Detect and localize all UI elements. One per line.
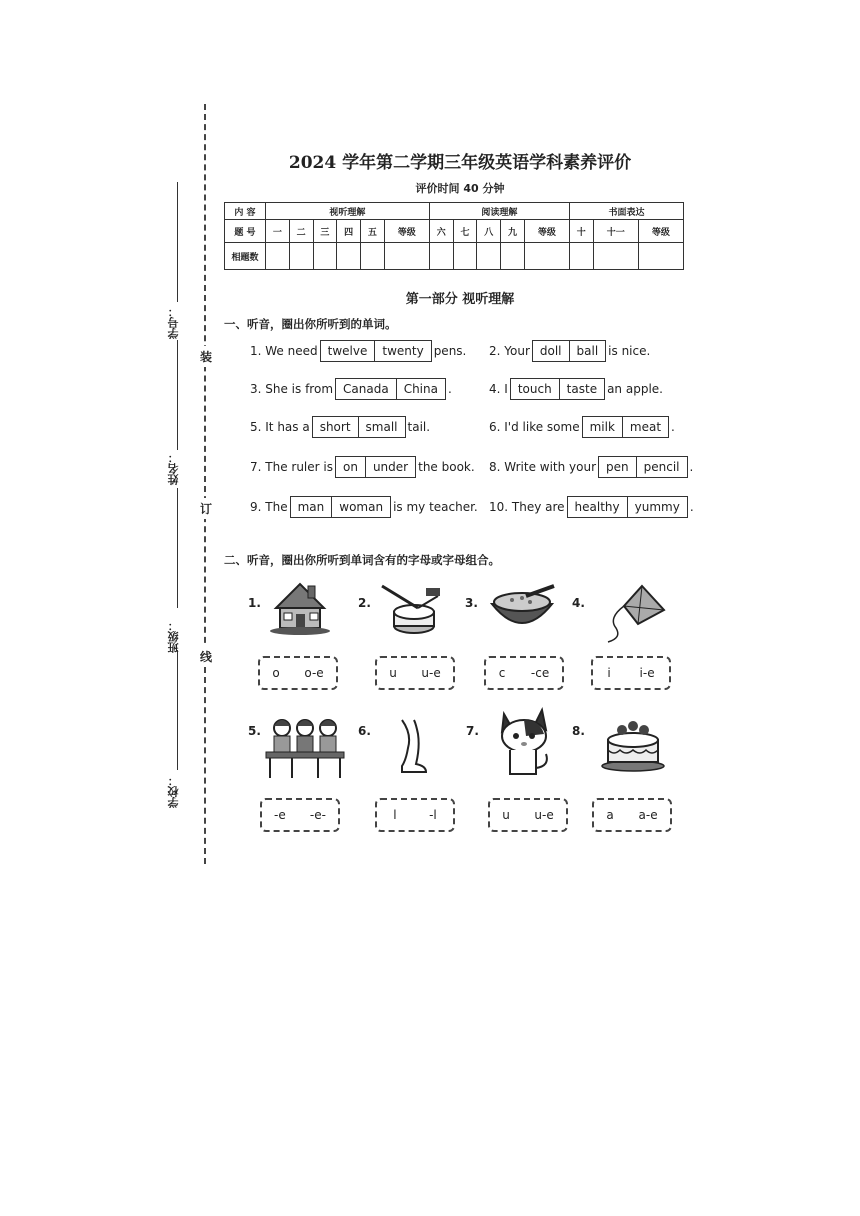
question-text: 5. It has a — [250, 420, 310, 434]
question-number: 六 — [429, 220, 453, 243]
choice-option[interactable]: u — [389, 666, 397, 680]
choice-box — [375, 798, 455, 832]
options-box — [598, 456, 687, 478]
score-cell[interactable] — [477, 243, 501, 270]
question-10 — [489, 496, 694, 518]
option-word[interactable]: taste — [559, 379, 604, 399]
choice-box — [258, 656, 338, 690]
options-box — [320, 340, 432, 362]
section-two-heading: 二、听音，圈出你所听到单词含有的字母或字母组合。 — [224, 553, 500, 567]
option-word[interactable]: twelve — [327, 344, 368, 358]
student-number-label: 学号： — [167, 306, 180, 339]
option-word[interactable]: pencil — [636, 457, 687, 477]
options-box — [510, 378, 605, 400]
choice-option[interactable]: i — [607, 666, 611, 680]
choice-box — [592, 798, 672, 832]
binding-char-xian: 线 — [200, 646, 212, 667]
option-word[interactable]: short — [319, 420, 351, 434]
score-table-row-content — [225, 203, 684, 220]
question-text-end: an apple. — [607, 382, 663, 396]
choice-option[interactable]: l — [393, 808, 397, 822]
options-box — [312, 416, 406, 438]
option-word[interactable]: ball — [569, 341, 606, 361]
score-cell[interactable] — [289, 243, 313, 270]
item-number: 1. — [248, 596, 261, 610]
option-word[interactable]: woman — [331, 497, 390, 517]
choice-option[interactable]: -ce — [530, 666, 550, 680]
choice-option[interactable]: a-e — [638, 808, 658, 822]
question-number: 五 — [361, 220, 385, 243]
choice-box — [375, 656, 455, 690]
choice-box — [591, 656, 671, 690]
options-box — [335, 456, 416, 478]
question-number: 八 — [477, 220, 501, 243]
question-1 — [250, 340, 466, 362]
rice-bowl-icon — [486, 580, 558, 638]
binding-char-ding: 订 — [200, 498, 212, 519]
option-word[interactable]: twenty — [374, 341, 430, 361]
question-number: 七 — [453, 220, 477, 243]
question-text: 8. Write with your — [489, 460, 597, 474]
item-number: 8. — [572, 724, 585, 738]
name-line — [177, 340, 178, 450]
question-text-end: . — [447, 382, 452, 396]
choice-option[interactable]: u-e — [421, 666, 441, 680]
options-box — [335, 378, 446, 400]
option-word[interactable]: yummy — [627, 497, 687, 517]
score-cell[interactable] — [429, 243, 453, 270]
choice-option[interactable]: -e — [274, 808, 286, 822]
option-word[interactable]: on — [343, 460, 358, 474]
question-8 — [489, 456, 693, 478]
score-cell[interactable] — [337, 243, 361, 270]
choice-option[interactable]: i-e — [639, 666, 655, 680]
question-text-end: tail. — [407, 420, 431, 434]
choice-option[interactable]: a — [606, 808, 614, 822]
option-word[interactable]: pen — [606, 460, 629, 474]
question-number: 三 — [313, 220, 337, 243]
question-text-end: . — [689, 500, 694, 514]
item-number: 5. — [248, 724, 261, 738]
choice-option[interactable]: -e- — [309, 808, 326, 822]
score-cell[interactable] — [569, 243, 593, 270]
option-word[interactable]: China — [396, 379, 445, 399]
question-7 — [250, 456, 475, 478]
score-cell[interactable] — [266, 243, 290, 270]
question-text-end: is my teacher. — [393, 500, 478, 514]
options-box — [532, 340, 606, 362]
question-text: 10. They are — [489, 500, 565, 514]
score-table — [224, 202, 684, 270]
item-number: 7. — [466, 724, 479, 738]
kite-icon — [598, 584, 670, 646]
option-word[interactable]: healthy — [574, 500, 620, 514]
score-table-row-scores — [225, 243, 684, 270]
choice-option[interactable]: u — [502, 808, 510, 822]
grade-header: 等级 — [384, 220, 429, 243]
house-icon — [268, 578, 332, 636]
grade-header: 等级 — [638, 220, 683, 243]
group-writing: 书面表达 — [569, 203, 683, 220]
page-title: 2024 学年第二学期三年级英语学科素养评价 — [288, 153, 632, 173]
school-label: 学校： — [167, 775, 180, 808]
question-text-end: . — [689, 460, 694, 474]
score-cell[interactable] — [501, 243, 525, 270]
score-cell[interactable] — [524, 243, 569, 270]
question-number: 四 — [337, 220, 361, 243]
school-line — [177, 650, 178, 770]
question-text: 7. The ruler is — [250, 460, 333, 474]
question-5 — [250, 416, 430, 438]
choice-box — [484, 656, 564, 690]
group-listening: 视听理解 — [266, 203, 430, 220]
students-icon — [264, 712, 346, 780]
cat-icon — [496, 706, 556, 778]
item-number: 4. — [572, 596, 585, 610]
question-number: 十一 — [593, 220, 638, 243]
question-6 — [489, 416, 675, 438]
question-text-end: the book. — [418, 460, 475, 474]
score-cell[interactable] — [453, 243, 477, 270]
student-number-line — [177, 182, 178, 302]
option-word[interactable]: meat — [622, 417, 668, 437]
option-word[interactable]: under — [365, 457, 415, 477]
choice-box — [260, 798, 340, 832]
item-number: 2. — [358, 596, 371, 610]
question-number: 九 — [501, 220, 525, 243]
choice-option[interactable]: c — [498, 666, 506, 680]
question-text: 3. She is from — [250, 382, 334, 396]
option-word[interactable]: touch — [517, 382, 552, 396]
time-note: 评价时间 40 分钟 — [415, 182, 505, 195]
row-label: 内 容 — [225, 203, 266, 220]
class-line — [177, 488, 178, 608]
score-cell[interactable] — [361, 243, 385, 270]
question-number: 二 — [289, 220, 313, 243]
choice-option[interactable]: o — [272, 666, 280, 680]
section-one-heading: 一、听音，圈出你所听到的单词。 — [224, 317, 397, 331]
binding-dashed-line — [204, 104, 206, 864]
question-text: 4. I — [489, 382, 508, 396]
item-number: 3. — [465, 596, 478, 610]
score-cell[interactable] — [384, 243, 429, 270]
question-2 — [489, 340, 650, 362]
option-word[interactable]: milk — [589, 420, 615, 434]
part-one-title: 第一部分 视听理解 — [405, 292, 515, 307]
question-text: 9. The — [250, 500, 288, 514]
choice-option[interactable]: -l — [429, 808, 437, 822]
question-text: 6. I'd like some — [489, 420, 580, 434]
row-label: 相題数 — [225, 243, 266, 270]
class-label: 班级： — [167, 620, 180, 653]
score-cell[interactable] — [593, 243, 638, 270]
question-text: 1. We need — [250, 344, 318, 358]
options-box — [290, 496, 391, 518]
cake-cutting-icon — [378, 578, 444, 638]
row-label: 题 号 — [225, 220, 266, 243]
leg-icon — [392, 718, 432, 776]
option-word[interactable]: doll — [539, 344, 562, 358]
binding-char-zhuang: 装 — [200, 346, 212, 367]
question-4 — [489, 378, 663, 400]
choice-option[interactable]: u-e — [534, 808, 554, 822]
choice-box — [488, 798, 568, 832]
choice-option[interactable]: o-e — [304, 666, 324, 680]
question-text-end: is nice. — [608, 344, 651, 358]
option-word[interactable]: Canada — [343, 382, 389, 396]
option-word[interactable]: small — [358, 417, 405, 437]
score-cell[interactable] — [313, 243, 337, 270]
options-box — [567, 496, 688, 518]
item-number: 6. — [358, 724, 371, 738]
birthday-cake-icon — [600, 716, 666, 772]
question-text-end: pens. — [433, 344, 467, 358]
option-word[interactable]: man — [297, 500, 325, 514]
question-number: 一 — [266, 220, 290, 243]
score-cell[interactable] — [638, 243, 683, 270]
score-table-row-numbers — [225, 220, 684, 243]
name-label: 姓名： — [167, 452, 180, 485]
question-number: 十 — [569, 220, 593, 243]
options-box — [582, 416, 669, 438]
question-9 — [250, 496, 478, 518]
question-3 — [250, 378, 452, 400]
question-text: 2. Your — [489, 344, 530, 358]
question-text-end: . — [671, 420, 675, 434]
group-reading: 阅读理解 — [429, 203, 569, 220]
grade-header: 等级 — [524, 220, 569, 243]
